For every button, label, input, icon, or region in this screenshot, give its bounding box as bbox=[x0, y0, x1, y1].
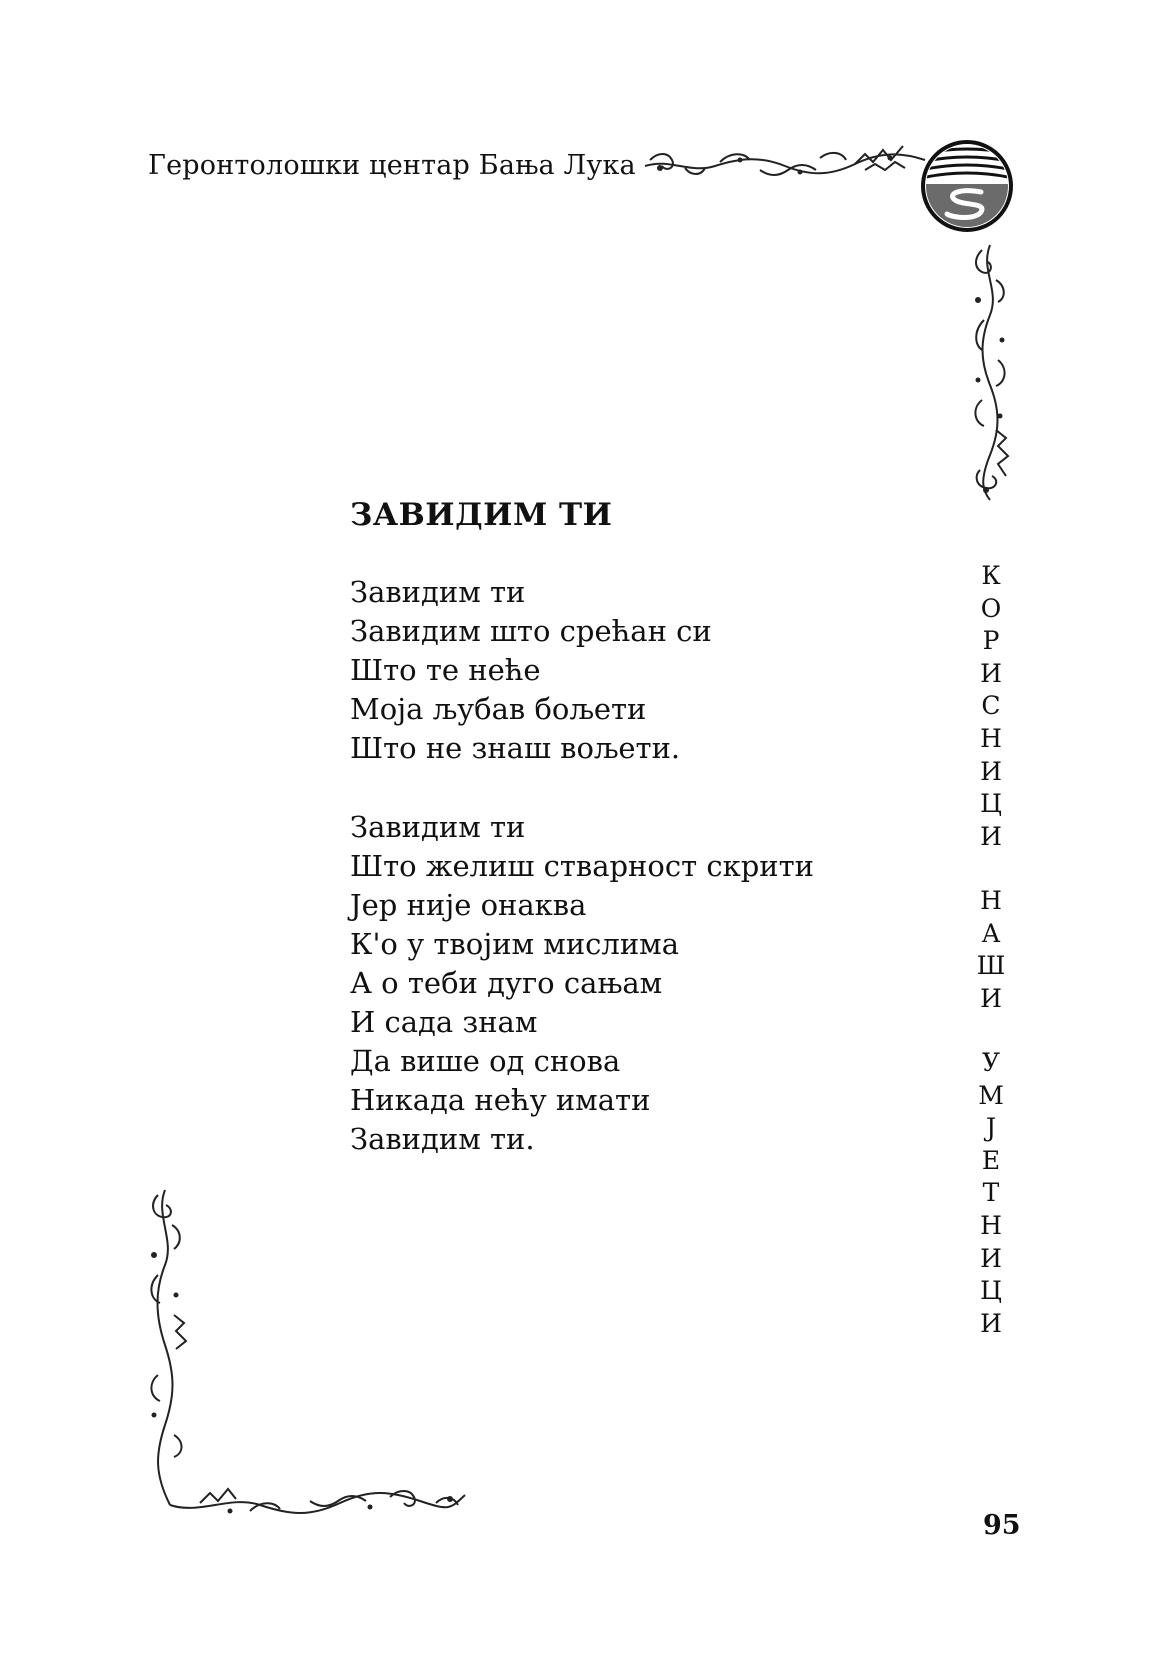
poem-line: Што не знаш вољети. bbox=[350, 731, 681, 765]
side-heading-letter: И bbox=[980, 821, 1002, 851]
poem-line: Што те неће bbox=[350, 653, 541, 687]
poem-line: Завидим ти bbox=[350, 575, 526, 609]
poem-line: А о теби дуго сањам bbox=[350, 966, 663, 1000]
page-number: 95 bbox=[983, 1510, 1021, 1541]
poem-line: Што желиш стварност скрити bbox=[350, 849, 814, 883]
poem-line: К'о у твојим мислима bbox=[350, 927, 680, 961]
side-heading-letter: И bbox=[980, 756, 1002, 786]
side-heading-letter: Н bbox=[980, 723, 1002, 753]
poem-line: Завидим ти bbox=[350, 810, 526, 844]
poem-line: Да више од снова bbox=[350, 1044, 621, 1078]
poem-stanza bbox=[350, 573, 712, 768]
right-vine-ornament bbox=[960, 240, 1020, 505]
side-heading-letter: И bbox=[980, 983, 1002, 1013]
poem-line: Завидим ти. bbox=[350, 1122, 535, 1156]
side-heading-letter: О bbox=[980, 593, 1002, 623]
side-heading-letter: М bbox=[978, 1080, 1004, 1110]
side-heading-letter: Р bbox=[982, 626, 1000, 656]
running-header: Геронтолошки центар Бања Лука bbox=[148, 150, 636, 181]
poem-line: И сада знам bbox=[350, 1005, 538, 1039]
top-vine-ornament bbox=[640, 138, 930, 188]
side-heading-letter: Ц bbox=[980, 1276, 1002, 1306]
side-heading-letter: И bbox=[980, 658, 1002, 688]
side-heading-letter: И bbox=[980, 1243, 1002, 1273]
side-heading-letter: Е bbox=[981, 1145, 1001, 1175]
side-heading-letter: Н bbox=[980, 886, 1002, 915]
side-heading-letter: И bbox=[980, 1308, 1002, 1338]
side-heading-letter: Ј bbox=[985, 1113, 997, 1143]
poem-title: ЗАВИДИМ ТИ bbox=[350, 497, 613, 533]
side-heading-letter: С bbox=[981, 691, 1001, 721]
side-heading-letter: К bbox=[981, 561, 1001, 590]
side-heading-word bbox=[975, 1047, 1007, 1340]
side-heading-letter: А bbox=[981, 918, 1001, 948]
poem-line: Јер није онаква bbox=[350, 888, 587, 922]
bottom-left-vine-ornament bbox=[140, 1185, 470, 1525]
side-heading-letter: Ц bbox=[980, 789, 1002, 819]
side-heading-letter: У bbox=[981, 1048, 1001, 1077]
side-heading-word bbox=[975, 560, 1007, 853]
side-heading-word bbox=[975, 885, 1007, 1015]
poem-line: Никада нећу имати bbox=[350, 1083, 651, 1117]
poem-stanza bbox=[350, 808, 814, 1159]
side-heading-letter: Н bbox=[980, 1210, 1002, 1240]
poem-line: Моја љубав бољети bbox=[350, 692, 647, 726]
publisher-logo-icon bbox=[921, 140, 1013, 232]
side-heading-letter: Т bbox=[982, 1178, 1000, 1208]
side-heading-letter: Ш bbox=[976, 951, 1006, 981]
poem-line: Завидим што срећан си bbox=[350, 614, 712, 648]
